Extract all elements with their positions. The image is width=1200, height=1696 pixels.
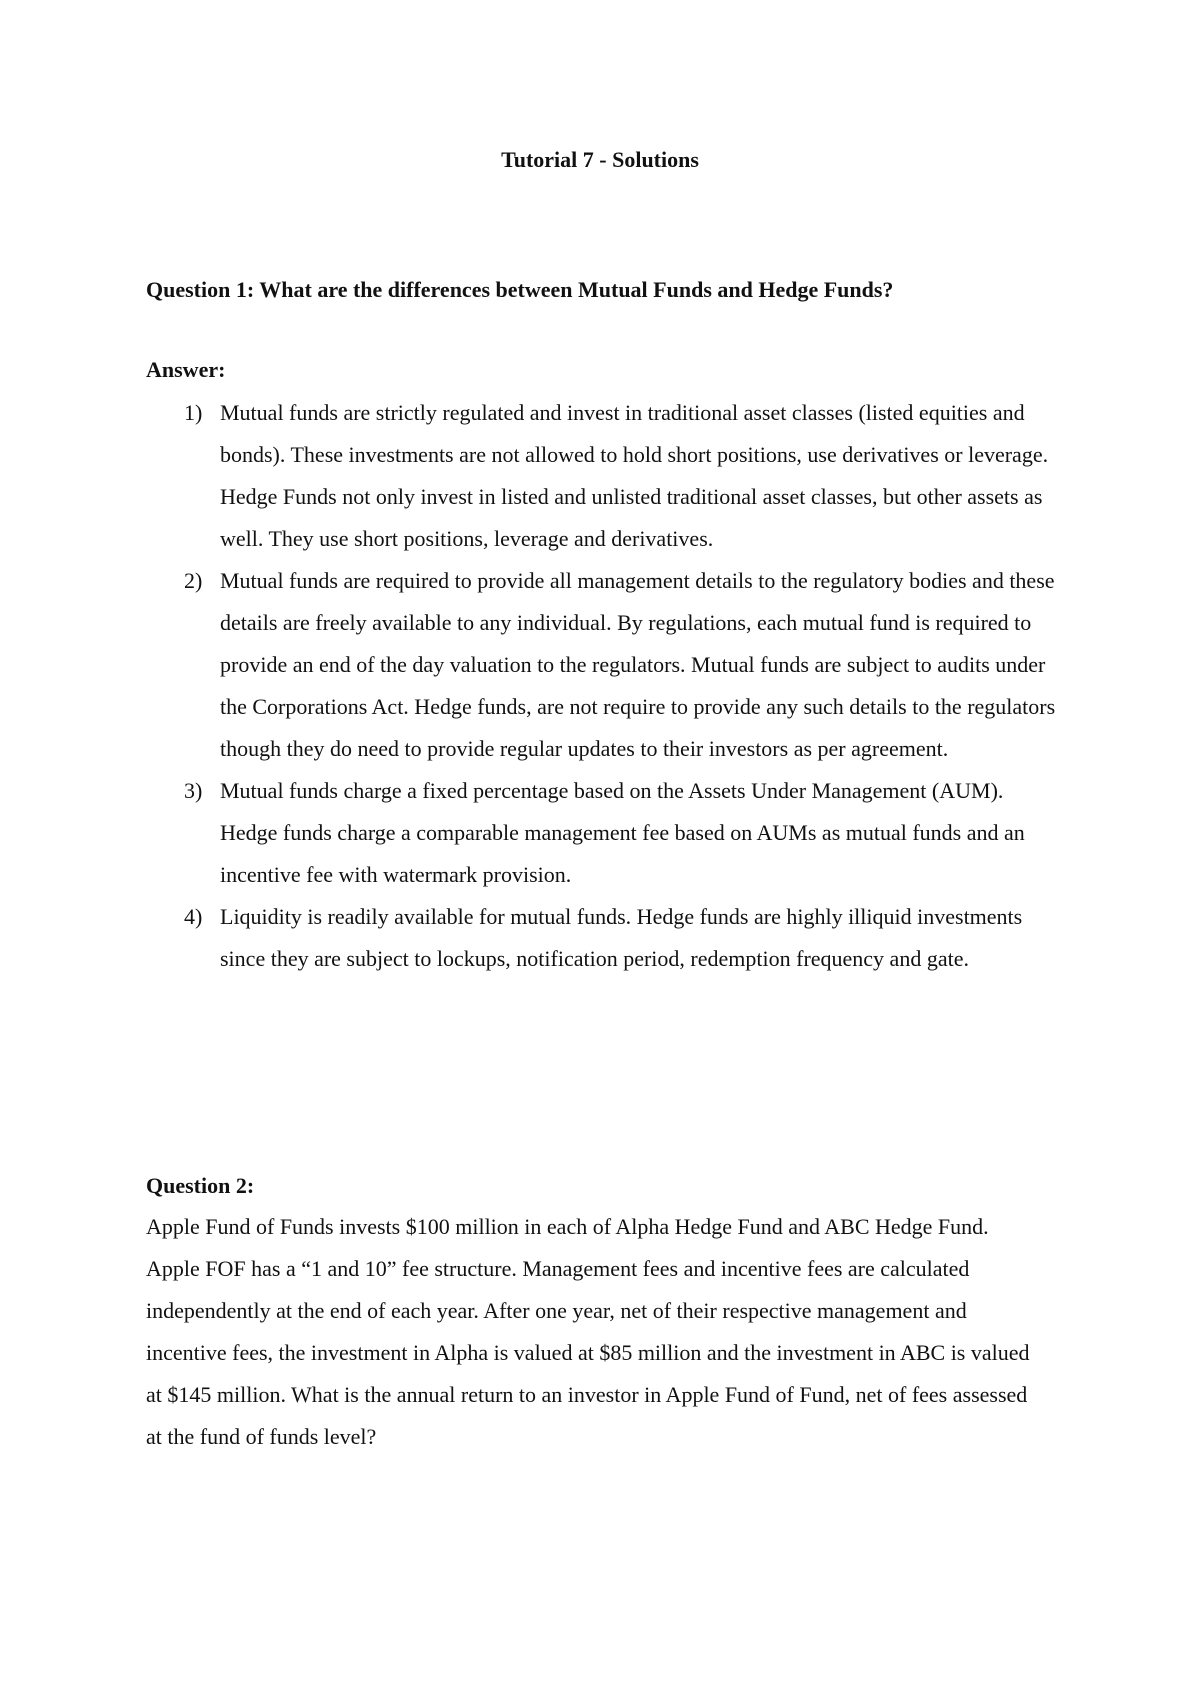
question-2-heading: Question 2: — [146, 1173, 255, 1198]
answer-item-3 — [146, 770, 1066, 896]
answer-item-text: Mutual funds charge a fixed percentage based on the Assets Under Management (AUM). Hedge funds charge a comparable management fee based on AUMs as mutual funds and an incentive fee with watermark provision. — [220, 778, 1025, 887]
answer-item-2 — [146, 560, 1066, 770]
answer-item-1 — [146, 392, 1066, 560]
answer-item-text: Liquidity is readily available for mutual funds. Hedge funds are highly illiquid investments since they are subject to lockups, notification period, redemption frequency and gate. — [220, 904, 1023, 971]
answer-label: Answer: — [146, 357, 226, 382]
answer-item-4 — [146, 896, 1066, 980]
question-2-body: Apple Fund of Funds invests $100 million in each of Alpha Hedge Fund and ABC Hedge Fund. Apple FOF has a “1 and 10” fee structure. Management fees and incentive fees are calculated independently at the end of each year. After one year, net of their respective management and incentive fees, the investment in Alpha is valued at $85 million and the investment in ABC is valued at $145 million. What is the annual return to an investor in Apple Fund of Fund, net of fees assessed at the fund of funds level? — [146, 1214, 1030, 1449]
answer-list — [146, 392, 1066, 980]
answer-item-number: 3) — [184, 778, 203, 803]
page-title: Tutorial 7 - Solutions — [501, 147, 699, 172]
answer-item-text: Mutual funds are required to provide all management details to the regulatory bodies and these details are freely available to any individual. By regulations, each mutual fund is required to provide an end of the day valuation to the regulators. Mutual funds are subject to audits under the Corporations Act. Hedge funds, are not require to provide any such details to the regulators though they do need to provide regular updates to their investors as per agreement. — [220, 568, 1056, 761]
question-1-heading: Question 1: What are the differences between Mutual Funds and Hedge Funds? — [146, 277, 894, 302]
answer-item-text: Mutual funds are strictly regulated and invest in traditional asset classes (listed equities and bonds). These investments are not allowed to hold short positions, use derivatives or leverage. Hedge Funds not only invest in listed and unlisted traditional asset classes, but other assets as well. They use short positions, leverage and derivatives. — [220, 400, 1049, 551]
answer-item-number: 4) — [184, 904, 203, 929]
answer-item-number: 2) — [184, 568, 203, 593]
answer-item-number: 1) — [184, 400, 203, 425]
